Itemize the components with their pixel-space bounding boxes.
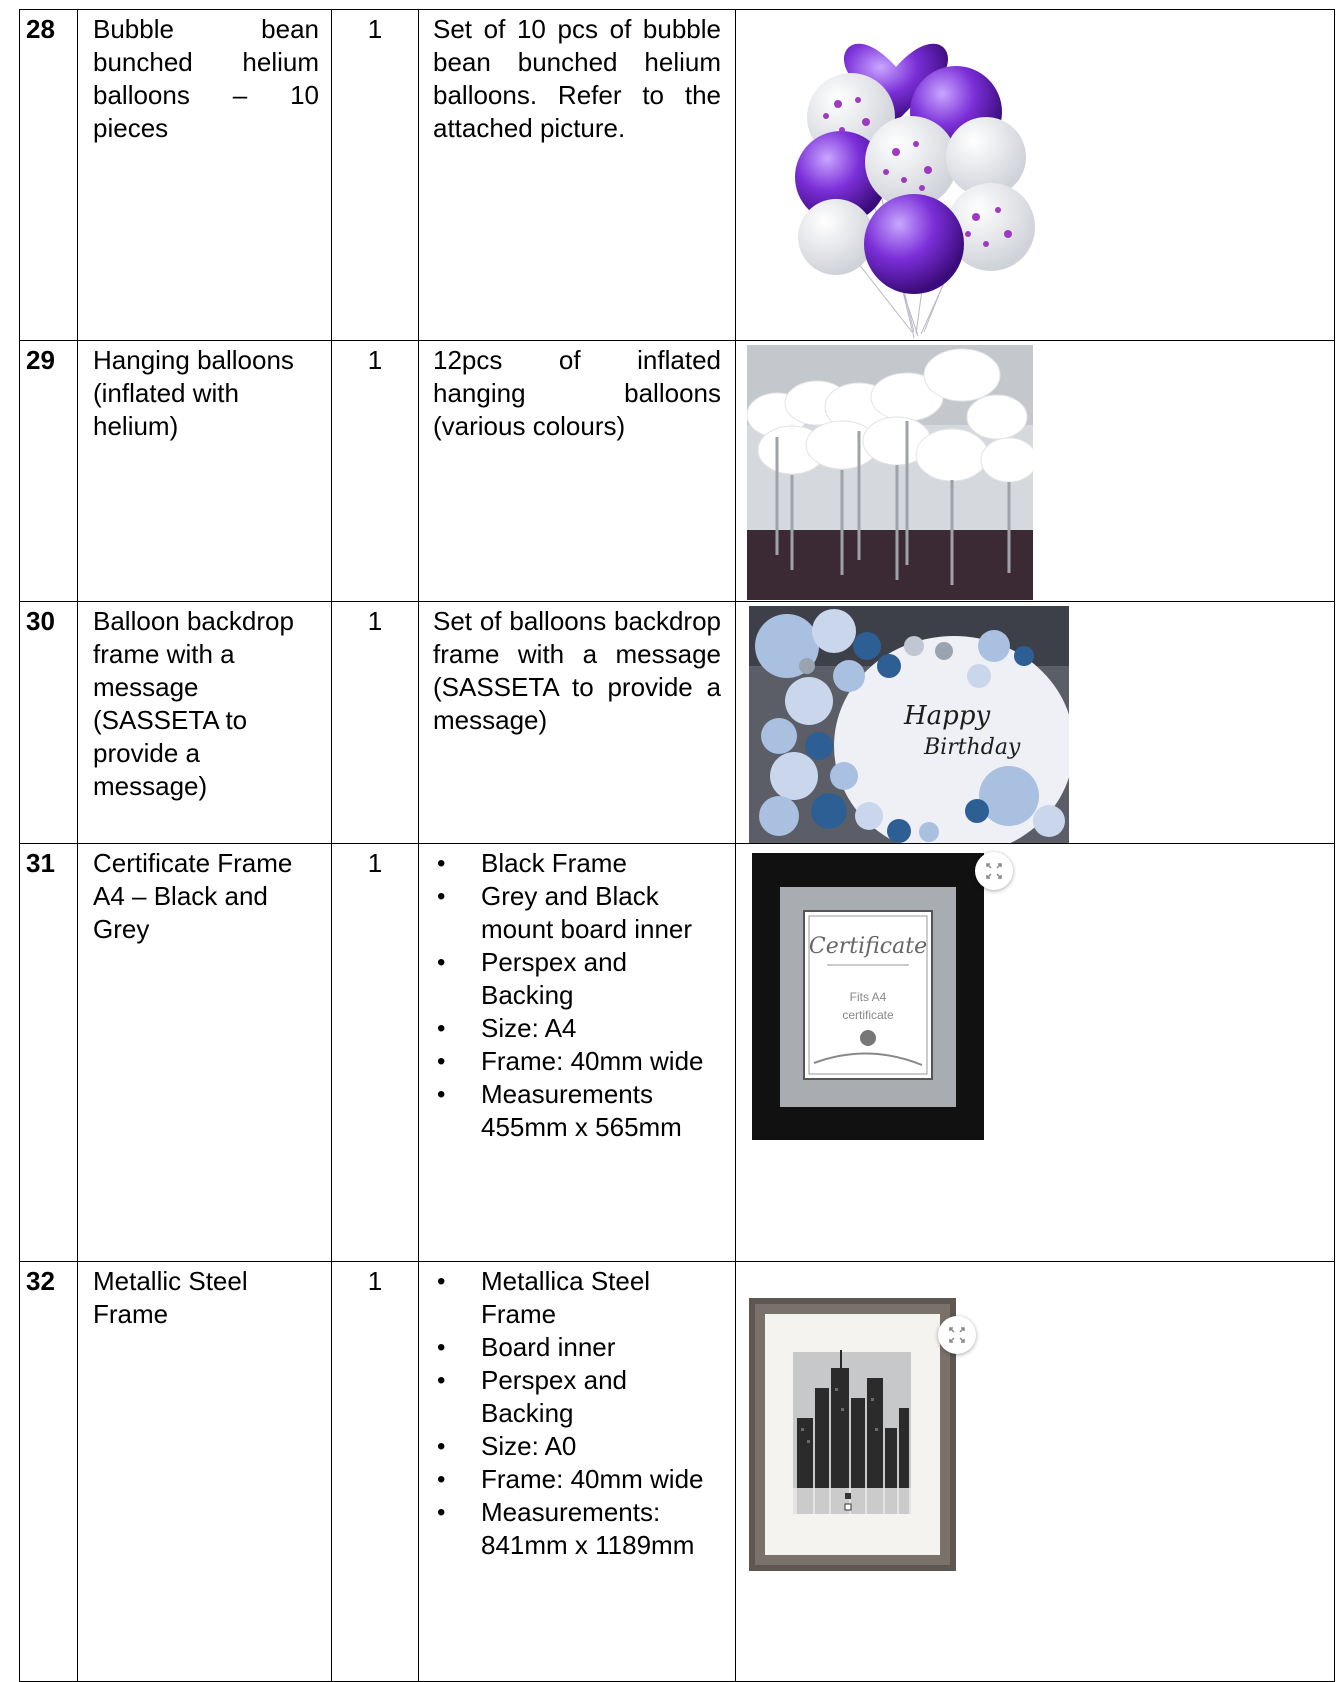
certificate-title-text: Certificate [808,934,928,959]
table-row [20,341,1335,602]
items-table [19,9,1335,1682]
certificate-label-text: certificate [842,1008,894,1022]
certificate-frame-image [752,853,984,1140]
row-number: 31 [20,844,78,1262]
spec-bullet: • Board inner [481,1331,721,1364]
table-row [20,844,1335,1262]
steel-frame-image [749,1298,956,1571]
expand-icon[interactable] [975,852,1013,890]
image-cell [736,602,1335,844]
spec-bullet: • Frame: 40mm wide [481,1463,721,1496]
description-list [419,844,736,1262]
spec-bullet: • Grey and Black mount board inner [481,880,721,946]
image-cell [736,10,1335,341]
expand-icon[interactable] [938,1316,976,1354]
row-number: 29 [20,341,78,602]
item-name: Hanging balloons (inflated with helium) [78,341,332,602]
hanging-balloons-image [747,345,1033,600]
image-cell [736,1262,1335,1682]
spec-bullet: • Frame: 40mm wide [481,1045,721,1078]
backdrop-happy-text: Happy [904,701,991,731]
item-name: Metallic Steel Frame [78,1262,332,1682]
description: 12pcs of inflated hanging balloons (various colours) [419,341,736,602]
balloon-backdrop-image [749,606,1069,843]
spec-bullet: • Size: A0 [481,1430,721,1463]
spec-bullet: • Metallica Steel Frame [481,1265,721,1331]
backdrop-birthday-text: Birthday [924,735,1021,760]
row-number: 30 [20,602,78,844]
purple-balloon-bunch-image [746,12,1064,340]
item-name: Balloon backdrop frame with a message (SASSETA to provide a message) [78,602,332,844]
quantity: 1 [332,844,419,1262]
certificate-fits-text: Fits A4 [849,990,887,1004]
description: Set of 10 pcs of bubble bean bunched helium balloons. Refer to the attached picture. [419,10,736,341]
item-name: Bubble bean bunched helium balloons – 10 pieces [78,10,332,341]
spec-bullet: • Size: A4 [481,1012,721,1045]
table-row [20,1262,1335,1682]
table-row [20,10,1335,341]
image-cell [736,341,1335,602]
quantity: 1 [332,1262,419,1682]
spec-bullet: • Perspex and Backing [481,1364,721,1430]
spec-bullet: • Perspex and Backing [481,946,721,1012]
spec-bullet: • Black Frame [481,847,721,880]
quantity: 1 [332,602,419,844]
row-number: 28 [20,10,78,341]
item-name: Certificate Frame A4 – Black and Grey [78,844,332,1262]
quantity: 1 [332,10,419,341]
description-list [419,1262,736,1682]
table-row [20,602,1335,844]
quantity: 1 [332,341,419,602]
image-cell [736,844,1335,1262]
spec-bullet: • Measurements 455mm x 565mm [481,1078,721,1144]
row-number: 32 [20,1262,78,1682]
spec-bullet: • Measurements: 841mm x 1189mm [481,1496,721,1562]
description: Set of balloons backdrop frame with a message (SASSETA to provide a message) [419,602,736,844]
